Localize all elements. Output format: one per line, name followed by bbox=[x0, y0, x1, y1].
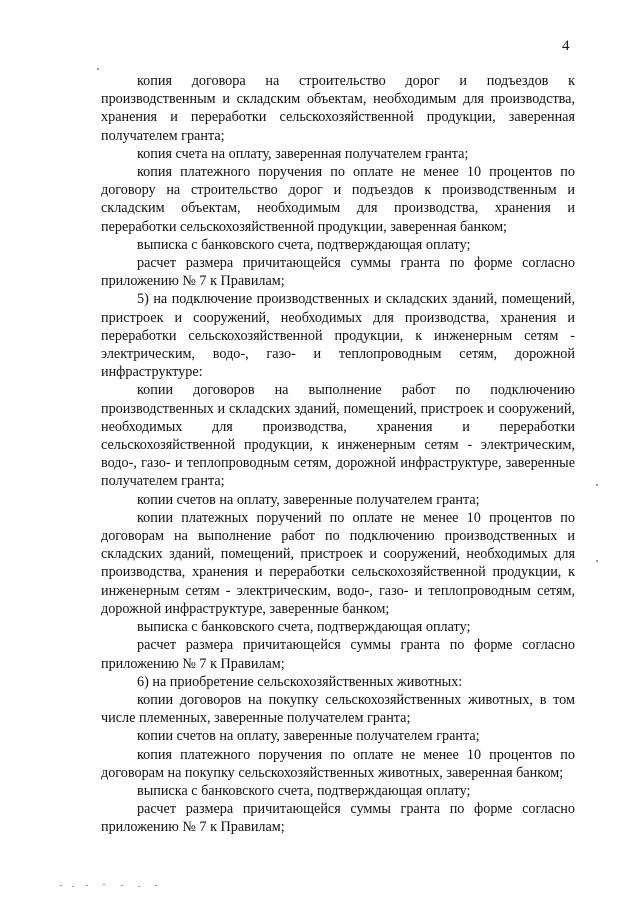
paragraph: копия счета на оплату, заверенная получателем гранта; bbox=[137, 145, 469, 162]
scan-speck bbox=[121, 885, 123, 886]
scan-speck bbox=[86, 885, 88, 886]
scan-speck bbox=[60, 885, 62, 886]
scan-speck bbox=[155, 885, 157, 886]
paragraph: 6) на приобретение сельскохозяйственных животных: bbox=[137, 673, 463, 690]
scan-speck bbox=[596, 560, 598, 562]
paragraph: 5) на подключение производственных и складских зданий, помещений, пристроек и сооружений, необходимых для производства, хранения и переработки сельскохозяйственной продукции, к инженерным сетям - электрическим, водо-, газо- и теплопроводным сетям, дорожной инфраструктуре: bbox=[101, 291, 575, 381]
scan-speck bbox=[138, 886, 140, 887]
paragraph: копии договоров на покупку сельскохозяйственных животных, в том числе племенных, заверенные получателем гранта; bbox=[101, 691, 575, 727]
paragraph: копии счетов на оплату, заверенные получателем гранта; bbox=[137, 728, 480, 745]
paragraph: расчет размера причитающейся суммы гранта по форме согласно приложению № 7 к Правилам; bbox=[101, 637, 575, 672]
page-number: 4 bbox=[562, 38, 570, 54]
scan-speck bbox=[103, 884, 105, 885]
paragraph: расчет размера причитающейся суммы гранта по форме согласно приложению № 7 к Правилам; bbox=[101, 255, 575, 290]
paragraph: копия платежного поручения по оплате не менее 10 процентов по договорам на покупку сельскохозяйственных животных, заверенная банком; bbox=[101, 746, 575, 781]
document-body bbox=[101, 72, 575, 837]
scan-speck bbox=[97, 68, 99, 70]
scan-speck bbox=[596, 484, 598, 486]
paragraph: выписка с банковского счета, подтверждающая оплату; bbox=[137, 236, 471, 253]
paragraph: выписка с банковского счета, подтверждающая оплату; bbox=[137, 782, 471, 799]
paragraph: копии счетов на оплату, заверенные получателем гранта; bbox=[137, 491, 480, 508]
paragraph: копия договора на строительство дорог и подъездов к производственным и складским объектам, необходимым для производства, хранения и переработки сельскохозяйственной продукции, заверенная получателем гранта; bbox=[101, 73, 575, 144]
scan-speck bbox=[72, 886, 74, 887]
paragraph: копии платежных поручений по оплате не менее 10 процентов по договорам на выполнение работ по подключению производственных и складских зданий, помещений, пристроек и сооружений, необходимых для производства, хранения и переработки сельскохозяйственной продукции, к инженерным сетям - электрическим, водо-, газо- и теплопроводным сетям, дорожной инфраструктуре, заверенные банком; bbox=[101, 509, 575, 617]
paragraph: расчет размера причитающейся суммы гранта по форме согласно приложению № 7 к Правилам; bbox=[101, 801, 575, 836]
paragraph: копия платежного поручения по оплате не менее 10 процентов по договору на строительство дорог и подъездов к производственным и складским объектам, необходимым для производства, хранения и переработки сельскохозяйственной продукции, заверенная банком; bbox=[101, 164, 575, 235]
paragraph: выписка с банковского счета, подтверждающая оплату; bbox=[137, 619, 471, 636]
paragraph: копии договоров на выполнение работ по подключению производственных и складских зданий, помещений, пристроек и сооружений, необходимых для производства, хранения и переработки сельскохозяйственной продукции, к инженерным сетям - электрическим, водо-, газо- и теплопроводным сетям, дорожной инфраструктуре, заверенные получателем гранта; bbox=[101, 382, 575, 490]
